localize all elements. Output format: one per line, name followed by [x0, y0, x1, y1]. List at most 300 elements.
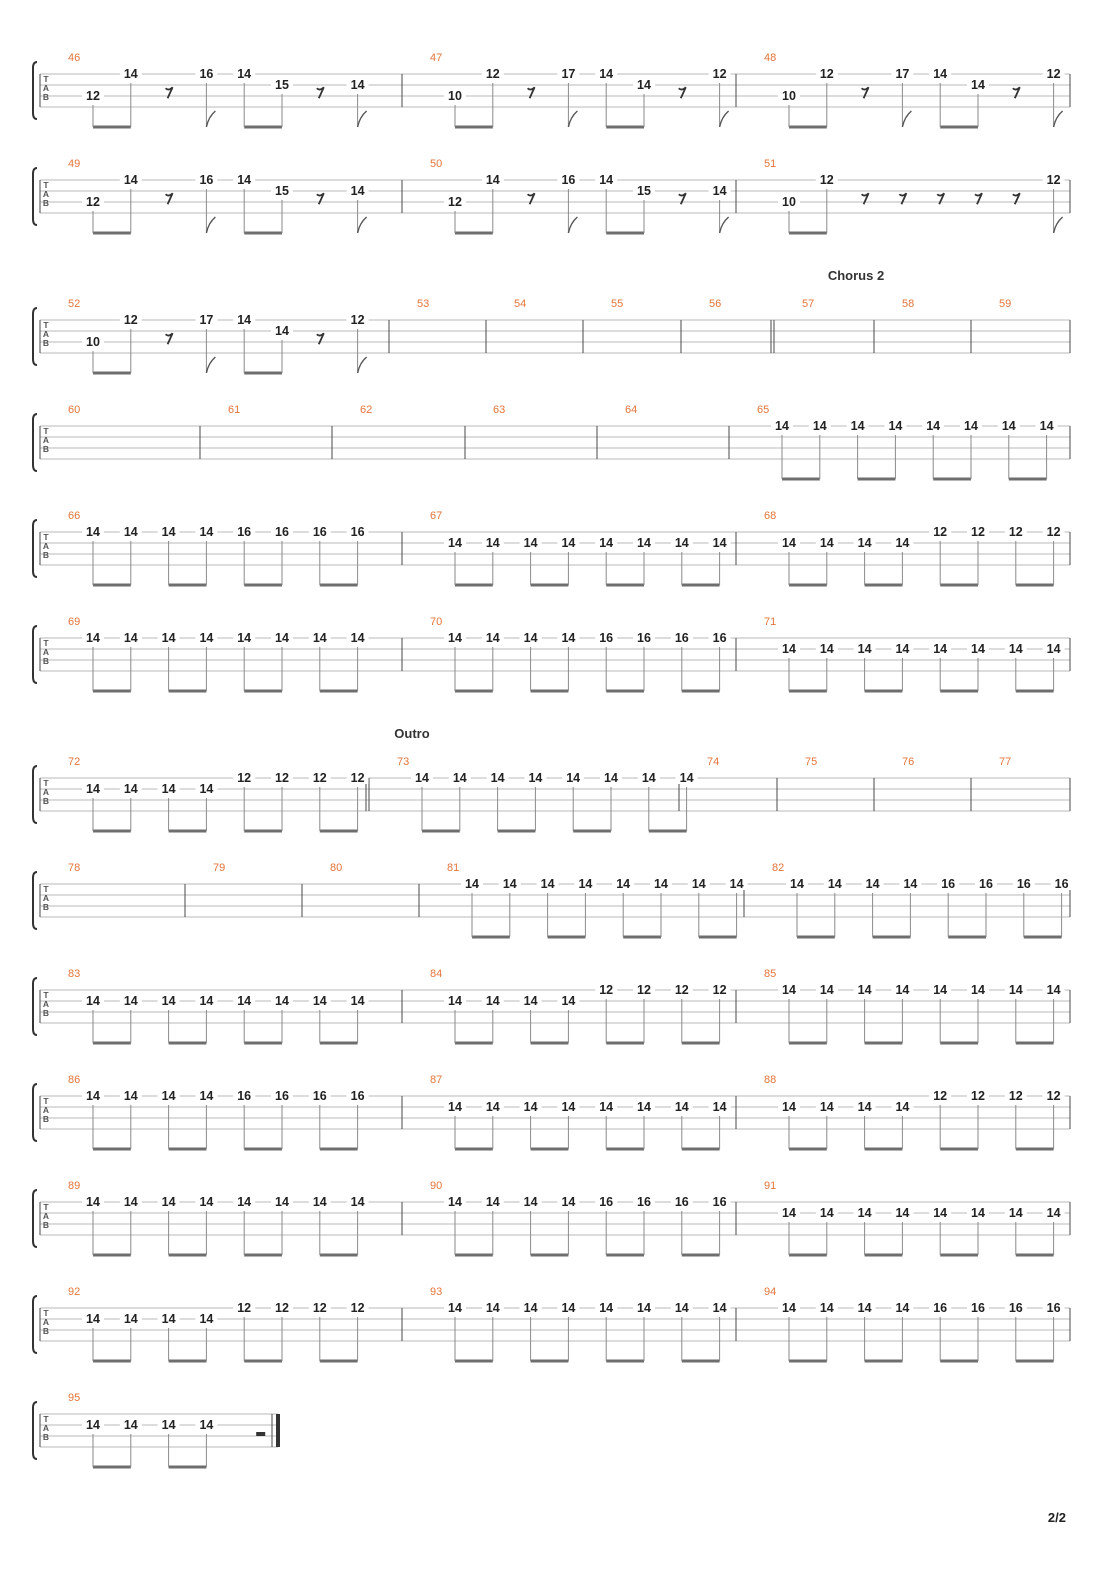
measure-number: 71: [764, 616, 777, 628]
fret-number: 12: [971, 525, 985, 539]
fret-number: 14: [857, 1301, 872, 1315]
eighth-rest: [937, 193, 944, 204]
fret-number: 14: [123, 994, 138, 1008]
fret-number: 14: [312, 1195, 327, 1209]
fret-number: 14: [712, 1301, 727, 1315]
fret-number: 14: [452, 771, 467, 785]
fret-number: 14: [729, 877, 744, 891]
fret-number: 14: [199, 1195, 214, 1209]
fret-number: 14: [712, 536, 727, 550]
section-label: Chorus 2: [827, 268, 885, 283]
measure-number: 56: [709, 298, 722, 310]
measure-number: 82: [772, 862, 785, 874]
fret-number: 12: [312, 1301, 327, 1315]
fret-number: 14: [895, 642, 910, 656]
note-flag: [206, 357, 215, 373]
staff-row-4: [33, 404, 1070, 479]
fret-number: 14: [161, 631, 176, 645]
fret-number: 14: [350, 631, 365, 645]
fret-number: 14: [857, 536, 872, 550]
note-flag: [206, 217, 215, 233]
fret-number: 14: [237, 67, 252, 81]
fret-number: 14: [782, 1100, 796, 1114]
tab-clef-letter: B: [42, 1432, 50, 1442]
fret-number: 12: [971, 1089, 985, 1103]
staff-row-5: [33, 510, 1070, 585]
note-flag: [1054, 111, 1063, 127]
measure-81: [447, 862, 748, 937]
fret-number: 14: [888, 419, 903, 433]
fret-number: 14: [857, 642, 872, 656]
measure-number: 70: [430, 616, 443, 628]
staff-brace: [33, 1296, 37, 1353]
measure-57: [802, 298, 874, 353]
fret-number: 14: [933, 67, 948, 81]
fret-number: 16: [237, 525, 252, 539]
fret-number: 14: [199, 782, 214, 796]
page-number: 2/2: [1047, 1510, 1066, 1525]
measure-46: [68, 52, 402, 127]
tab-clef-letter: B: [42, 198, 50, 208]
fret-number: 14: [674, 1301, 689, 1315]
fret-number: 14: [161, 1418, 176, 1432]
tab-clef-letter: T: [43, 1096, 49, 1106]
fret-number: 14: [523, 1195, 538, 1209]
fret-number: 16: [599, 631, 614, 645]
measure-number: 90: [430, 1180, 443, 1192]
measure-59: [999, 298, 1070, 353]
tab-clef-letter: T: [43, 1308, 49, 1318]
measure-94: [764, 1286, 1070, 1361]
measure-64: [625, 404, 729, 459]
note-flag: [720, 217, 729, 233]
measure-number: 49: [68, 158, 81, 170]
fret-number: 14: [895, 1301, 910, 1315]
fret-number: 14: [199, 631, 214, 645]
fret-number: 14: [782, 983, 796, 997]
fret-number: 12: [1008, 1089, 1023, 1103]
eighth-rest: [166, 193, 173, 204]
fret-number: 14: [637, 1100, 651, 1114]
fret-number: 16: [933, 1301, 948, 1315]
tab-clef-letter: T: [43, 74, 49, 84]
measure-55: [611, 298, 681, 353]
eighth-rest: [862, 87, 869, 98]
measure-95: [68, 1392, 278, 1467]
fret-number: 16: [712, 631, 727, 645]
tab-clef-letter: T: [43, 1202, 49, 1212]
tab-clef-letter: B: [42, 1220, 50, 1230]
measure-number: 58: [902, 298, 915, 310]
staff-row-7: [33, 726, 1070, 831]
fret-number: 14: [971, 642, 985, 656]
note-flag: [206, 111, 215, 127]
measure-89: [68, 1180, 402, 1255]
measure-91: [764, 1180, 1070, 1255]
fret-number: 16: [979, 877, 993, 891]
measure-number: 67: [430, 510, 443, 522]
fret-number: 14: [350, 78, 365, 92]
fret-number: 10: [782, 195, 796, 209]
fret-number: 16: [561, 173, 576, 187]
fret-number: 14: [691, 877, 706, 891]
eighth-rest: [317, 333, 324, 344]
fret-number: 16: [350, 1089, 365, 1103]
tab-clef-letter: A: [42, 999, 50, 1009]
measure-number: 81: [447, 862, 460, 874]
fret-number: 14: [604, 771, 618, 785]
eighth-rest: [975, 193, 982, 204]
fret-number: 14: [654, 877, 668, 891]
section-label: Outro: [394, 726, 430, 741]
tab-clef-letter: T: [43, 426, 49, 436]
fret-number: 12: [712, 67, 727, 81]
fret-number: 16: [1008, 1301, 1023, 1315]
fret-number: 14: [161, 1089, 176, 1103]
fret-number: 14: [86, 631, 100, 645]
note-flag: [358, 111, 367, 127]
fret-number: 16: [312, 1089, 327, 1103]
fret-number: 14: [123, 1195, 138, 1209]
measure-number: 63: [493, 404, 506, 416]
tab-clef-letter: A: [42, 1211, 50, 1221]
tab-clef-letter: B: [42, 1114, 50, 1124]
fret-number: 14: [616, 877, 631, 891]
measure-number: 87: [430, 1074, 443, 1086]
fret-number: 12: [86, 195, 100, 209]
measure-79: [213, 862, 302, 917]
measure-number: 80: [330, 862, 343, 874]
fret-number: 14: [275, 324, 289, 338]
fret-number: 12: [86, 89, 100, 103]
eighth-rest: [317, 193, 324, 204]
fret-number: 16: [312, 525, 327, 539]
tab-clef-letter: T: [43, 778, 49, 788]
fret-number: 14: [1039, 419, 1054, 433]
eighth-rest: [679, 193, 686, 204]
fret-number: 14: [523, 631, 538, 645]
measure-72: [68, 756, 369, 831]
staff-row-2: [33, 158, 1070, 233]
fret-number: 14: [523, 536, 538, 550]
fret-number: 16: [637, 631, 651, 645]
fret-number: 14: [161, 1195, 176, 1209]
fret-number: 14: [485, 173, 500, 187]
fret-number: 16: [275, 1089, 289, 1103]
fret-number: 16: [941, 877, 956, 891]
measure-77: [999, 756, 1070, 811]
fret-number: 14: [485, 1195, 500, 1209]
tab-clef-letter: T: [43, 884, 49, 894]
measure-83: [68, 968, 402, 1043]
fret-number: 14: [199, 1418, 214, 1432]
fret-number: 14: [857, 1206, 872, 1220]
fret-number: 12: [637, 983, 651, 997]
fret-number: 14: [123, 1312, 138, 1326]
measure-52: [68, 298, 389, 373]
staff-row-12: [33, 1286, 1070, 1361]
measure-50: [430, 158, 736, 233]
fret-number: 14: [123, 173, 138, 187]
fret-number: 14: [712, 184, 727, 198]
fret-number: 14: [123, 1418, 138, 1432]
measure-number: 68: [764, 510, 777, 522]
fret-number: 14: [679, 771, 694, 785]
fret-number: 14: [1046, 642, 1061, 656]
fret-number: 12: [1046, 1089, 1061, 1103]
fret-number: 14: [561, 994, 576, 1008]
fret-number: 12: [237, 771, 252, 785]
staff-brace: [33, 1190, 37, 1247]
measure-number: 94: [764, 1286, 777, 1298]
tab-clef-letter: A: [42, 647, 50, 657]
tab-clef-letter: B: [42, 444, 50, 454]
fret-number: 14: [637, 536, 651, 550]
fret-number: 14: [199, 994, 214, 1008]
fret-number: 14: [1001, 419, 1016, 433]
fret-number: 17: [895, 67, 910, 81]
fret-number: 12: [933, 1089, 948, 1103]
fret-number: 14: [465, 877, 479, 891]
tab-clef-letter: A: [42, 189, 50, 199]
fret-number: 14: [782, 1206, 796, 1220]
measure-number: 76: [902, 756, 915, 768]
measure-number: 93: [430, 1286, 443, 1298]
fret-number: 10: [782, 89, 796, 103]
fret-number: 16: [674, 631, 689, 645]
fret-number: 14: [199, 1089, 214, 1103]
eighth-rest: [899, 193, 906, 204]
fret-number: 14: [275, 994, 289, 1008]
fret-number: 14: [1046, 1206, 1061, 1220]
fret-number: 14: [1046, 983, 1061, 997]
tab-clef-letter: B: [42, 1326, 50, 1336]
measure-number: 73: [397, 756, 410, 768]
fret-number: 10: [86, 335, 100, 349]
measure-75: [805, 756, 874, 811]
measure-70: [430, 616, 736, 691]
measure-60: [68, 404, 200, 459]
fret-number: 14: [123, 525, 138, 539]
fret-number: 14: [819, 983, 834, 997]
staff-row-9: [33, 968, 1070, 1043]
fret-number: 14: [123, 631, 138, 645]
fret-number: 14: [485, 994, 500, 1008]
measure-80: [330, 862, 419, 917]
fret-number: 14: [523, 1100, 538, 1114]
measure-88: [764, 1074, 1070, 1149]
fret-number: 14: [599, 536, 614, 550]
fret-number: 14: [86, 994, 100, 1008]
fret-number: 14: [857, 1100, 872, 1114]
fret-number: 14: [86, 1312, 100, 1326]
fret-number: 14: [971, 78, 985, 92]
measure-63: [493, 404, 597, 459]
measure-number: 92: [68, 1286, 81, 1298]
fret-number: 15: [275, 78, 289, 92]
staff-row-13: [33, 1392, 278, 1467]
tab-clef-letter: A: [42, 893, 50, 903]
staff-brace: [33, 626, 37, 683]
fret-number: 14: [819, 536, 834, 550]
fret-number: 16: [275, 525, 289, 539]
fret-number: 14: [933, 983, 948, 997]
fret-number: 14: [819, 642, 834, 656]
fret-number: 12: [599, 983, 614, 997]
fret-number: 12: [1046, 67, 1061, 81]
measure-65: [757, 404, 1070, 479]
fret-number: 14: [237, 994, 252, 1008]
fret-number: 14: [895, 1100, 910, 1114]
measure-92: [68, 1286, 402, 1361]
measure-73: [397, 756, 698, 831]
staff-brace: [33, 520, 37, 577]
fret-number: 14: [599, 1301, 614, 1315]
fret-number: 14: [350, 1195, 365, 1209]
fret-number: 14: [865, 877, 880, 891]
fret-number: 14: [599, 173, 614, 187]
tab-clef-letter: T: [43, 532, 49, 542]
measure-number: 60: [68, 404, 81, 416]
staff-brace: [33, 168, 37, 225]
fret-number: 10: [448, 89, 462, 103]
fret-number: 14: [448, 631, 462, 645]
measure-62: [360, 404, 465, 459]
staff-row-1: [33, 52, 1070, 127]
staff-row-3: [33, 268, 1070, 373]
fret-number: 14: [812, 419, 827, 433]
fret-number: 14: [528, 771, 543, 785]
measure-66: [68, 510, 402, 585]
fret-number: 16: [599, 1195, 614, 1209]
fret-number: 12: [819, 173, 834, 187]
measure-54: [514, 298, 583, 353]
fret-number: 16: [199, 67, 214, 81]
fret-number: 14: [540, 877, 555, 891]
measure-number: 89: [68, 1180, 81, 1192]
fret-number: 14: [161, 782, 176, 796]
measure-number: 62: [360, 404, 373, 416]
measure-69: [68, 616, 402, 691]
staff-brace: [33, 308, 37, 365]
fret-number: 14: [775, 419, 789, 433]
fret-number: 14: [523, 994, 538, 1008]
staff-row-11: [33, 1180, 1070, 1255]
fret-number: 12: [312, 771, 327, 785]
measure-48: [764, 52, 1070, 127]
measure-number: 72: [68, 756, 81, 768]
fret-number: 14: [641, 771, 656, 785]
fret-number: 12: [1046, 525, 1061, 539]
fret-number: 14: [350, 994, 365, 1008]
note-flag: [1054, 217, 1063, 233]
fret-number: 12: [275, 771, 289, 785]
staff-brace: [33, 414, 37, 471]
fret-number: 14: [485, 1301, 500, 1315]
fret-number: 14: [312, 631, 327, 645]
staff-brace: [33, 766, 37, 823]
fret-number: 12: [237, 1301, 252, 1315]
measure-61: [228, 404, 332, 459]
fret-number: 14: [674, 536, 689, 550]
measure-number: 55: [611, 298, 624, 310]
fret-number: 12: [350, 313, 365, 327]
fret-number: 16: [971, 1301, 985, 1315]
fret-number: 14: [827, 877, 842, 891]
fret-number: 12: [123, 313, 138, 327]
tab-clef-letter: A: [42, 787, 50, 797]
measure-number: 48: [764, 52, 777, 64]
eighth-rest: [528, 193, 535, 204]
measure-90: [430, 1180, 736, 1255]
measure-number: 47: [430, 52, 443, 64]
fret-number: 14: [895, 983, 910, 997]
fret-number: 15: [275, 184, 289, 198]
fret-number: 16: [674, 1195, 689, 1209]
fret-number: 14: [819, 1301, 834, 1315]
fret-number: 14: [312, 994, 327, 1008]
measure-51: [764, 158, 1070, 233]
fret-number: 14: [850, 419, 865, 433]
tab-clef-letter: T: [43, 320, 49, 330]
measure-47: [430, 52, 736, 127]
staff-row-8: [33, 862, 1073, 937]
measure-number: 52: [68, 298, 81, 310]
fret-number: 14: [490, 771, 505, 785]
eighth-rest: [166, 87, 173, 98]
fret-number: 14: [448, 1100, 462, 1114]
fret-number: 14: [1008, 1206, 1023, 1220]
fret-number: 14: [485, 1100, 500, 1114]
tab-clef-letter: A: [42, 83, 50, 93]
fret-number: 14: [712, 1100, 727, 1114]
measure-49: [68, 158, 402, 233]
fret-number: 14: [523, 1301, 538, 1315]
fret-number: 14: [637, 78, 651, 92]
note-flag: [358, 357, 367, 373]
fret-number: 14: [790, 877, 804, 891]
fret-number: 14: [415, 771, 429, 785]
note-flag: [568, 217, 577, 233]
tab-clef-letter: A: [42, 1423, 50, 1433]
fret-number: 12: [485, 67, 500, 81]
fret-number: 14: [448, 1301, 462, 1315]
tab-clef-letter: B: [42, 550, 50, 560]
fret-number: 14: [199, 525, 214, 539]
measure-number: 88: [764, 1074, 777, 1086]
half-rest: [256, 1432, 265, 1436]
fret-number: 14: [161, 1312, 176, 1326]
measure-number: 50: [430, 158, 443, 170]
measure-number: 91: [764, 1180, 777, 1192]
staff-brace: [33, 1084, 37, 1141]
measure-56: [709, 298, 774, 353]
eighth-rest: [862, 193, 869, 204]
measure-71: [764, 616, 1070, 691]
fret-number: 12: [448, 195, 462, 209]
fret-number: 12: [1046, 173, 1061, 187]
tab-clef-letter: B: [42, 338, 50, 348]
fret-number: 14: [819, 1206, 834, 1220]
fret-number: 12: [350, 771, 365, 785]
fret-number: 14: [578, 877, 593, 891]
note-flag: [720, 111, 729, 127]
measure-number: 86: [68, 1074, 81, 1086]
fret-number: 14: [599, 67, 614, 81]
measure-number: 57: [802, 298, 815, 310]
measure-number: 78: [68, 862, 81, 874]
fret-number: 16: [1046, 1301, 1061, 1315]
